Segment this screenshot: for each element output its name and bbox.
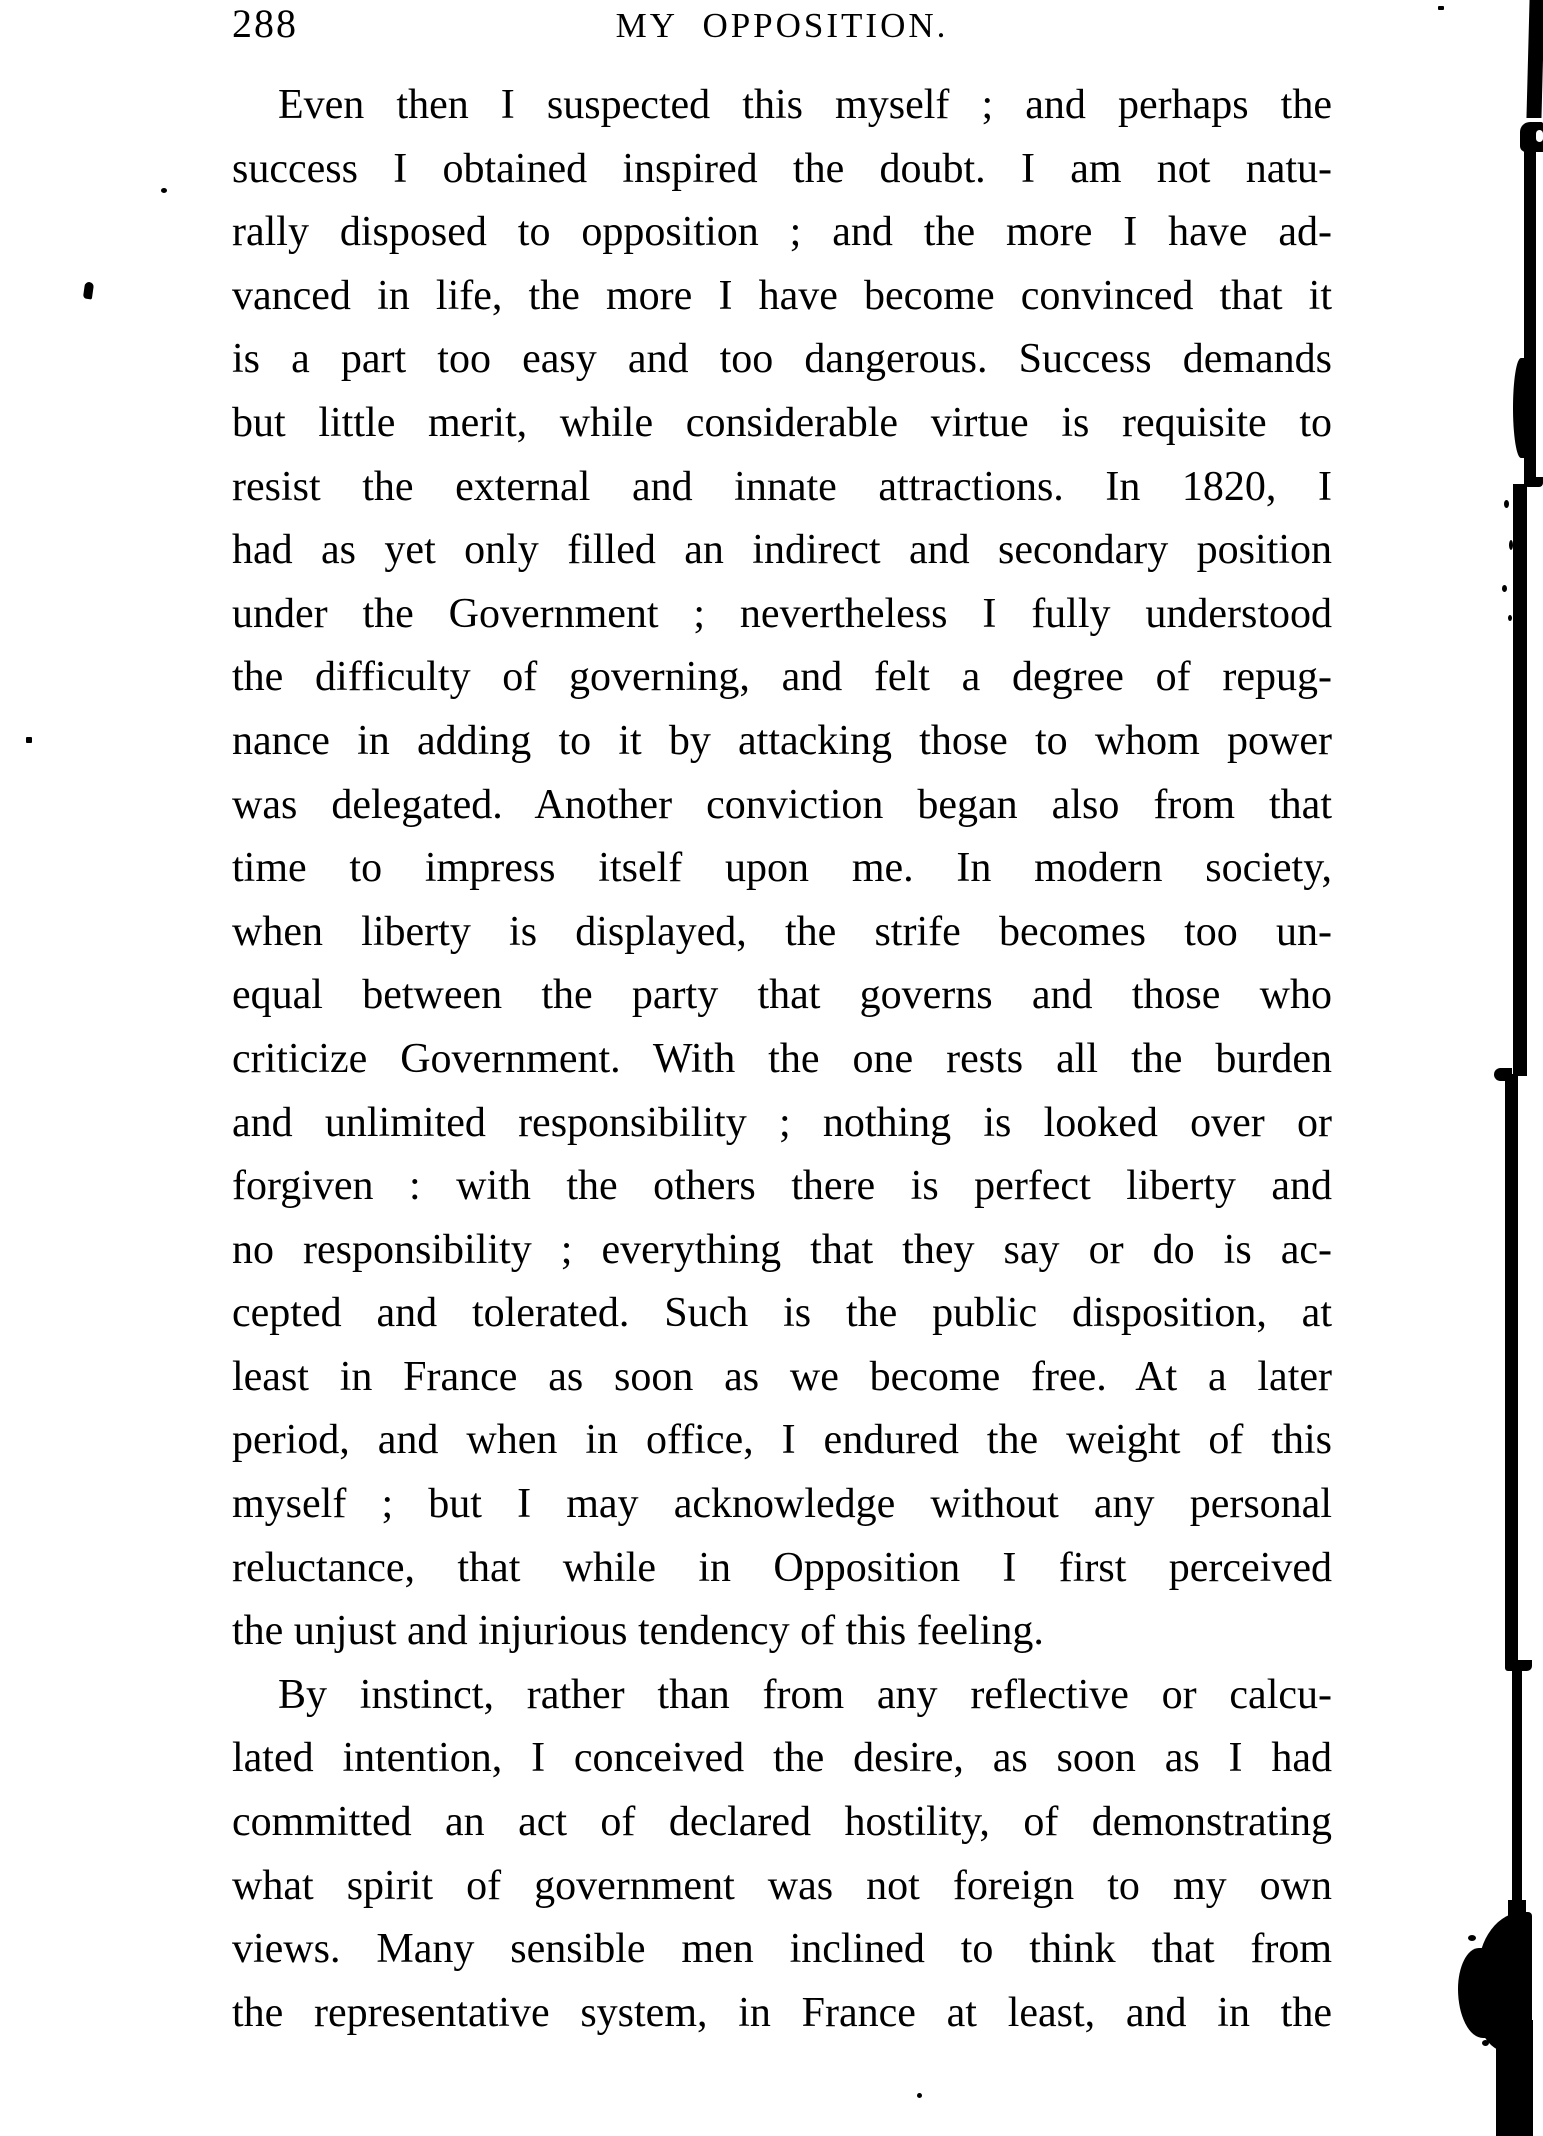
text-line: the unjust and injurious tendency of this feeling. <box>232 1608 1044 1655</box>
text-line: least in France as soon as we become free. At a later <box>232 1353 1332 1400</box>
binding-edge-artifact <box>1512 1668 1522 1918</box>
text-line: but little merit, while considerable virtue is requisite to <box>232 399 1332 446</box>
scan-speck <box>1468 1935 1476 1941</box>
text-line: views. Many sensible men inclined to think that from <box>232 1926 1332 1973</box>
text-line: resist the external and innate attractions. In 1820, I <box>232 463 1332 510</box>
binding-edge-artifact <box>1513 358 1529 458</box>
scan-speck <box>1460 1975 1467 1982</box>
text-line: and unlimited responsibility ; nothing is looked over or <box>232 1099 1332 1146</box>
binding-edge-artifact <box>1513 484 1527 1076</box>
text-line: lated intention, I conceived the desire, as soon as I had <box>232 1735 1332 1782</box>
scan-speck <box>161 188 167 193</box>
scan-speck <box>917 2093 922 2098</box>
running-title: MY OPPOSITION. <box>615 6 949 45</box>
text-line: Even then I suspected this myself ; and perhaps the <box>278 82 1332 128</box>
scan-speck <box>1504 500 1509 508</box>
text-line: time to impress itself upon me. In modern society, <box>232 845 1332 892</box>
text-line: By instinct, rather than from any reflective or calcu- <box>278 1671 1332 1718</box>
scan-speck <box>1470 2010 1479 2017</box>
ink-blob-artifact <box>1496 2020 1533 2136</box>
scan-speck <box>1438 6 1444 10</box>
text-line: forgiven : with the others there is perfect liberty and <box>232 1163 1332 1210</box>
text-line: equal between the party that governs and those who <box>232 972 1332 1019</box>
text-line: no responsibility ; everything that they say or do is ac- <box>232 1226 1332 1273</box>
text-line: what spirit of government was not foreign to my own <box>232 1862 1332 1909</box>
text-line: was delegated. Another conviction began also from that <box>232 781 1332 828</box>
text-line: success I obtained inspired the doubt. I am not natu- <box>232 145 1332 192</box>
text-line: reluctance, that while in Opposition I first perceived <box>232 1544 1332 1591</box>
text-line: period, and when in office, I endured the weight of this <box>232 1417 1332 1464</box>
text-line: criticize Government. With the one rests all the burden <box>232 1035 1332 1082</box>
text-line: myself ; but I may acknowledge without any personal <box>232 1481 1332 1528</box>
text-line: is a part too easy and too dangerous. Success demands <box>232 336 1332 383</box>
scan-speck <box>1508 615 1512 621</box>
binding-edge-artifact <box>1536 130 1543 142</box>
binding-edge-artifact <box>1505 1074 1518 1668</box>
scan-speck <box>83 281 94 299</box>
page-header <box>232 2 1332 48</box>
text-line: committed an act of declared hostility, of demonstrating <box>232 1799 1332 1846</box>
text-line: the difficulty of governing, and felt a degree of repug- <box>232 654 1332 701</box>
body-text <box>232 74 1332 2045</box>
text-line: the representative system, in France at least, and in the <box>232 1989 1332 2036</box>
scan-speck <box>1502 585 1507 592</box>
text-line: nance in adding to it by attacking those to whom power <box>232 717 1332 764</box>
text-line: had as yet only filled an indirect and secondary position <box>232 527 1332 574</box>
text-line: cepted and tolerated. Such is the public disposition, at <box>232 1290 1332 1337</box>
text-line: when liberty is displayed, the strife becomes too un- <box>232 908 1332 955</box>
page-number: 288 <box>232 1 298 46</box>
text-line: under the Government ; nevertheless I fully understood <box>232 590 1332 637</box>
text-line: vanced in life, the more I have become convinced that it <box>232 272 1332 319</box>
binding-edge-artifact <box>1526 0 1543 118</box>
ink-blob-artifact <box>1508 1900 1526 1940</box>
scan-speck <box>26 737 32 743</box>
scan-speck <box>1509 540 1513 550</box>
scan-speck <box>1482 2040 1489 2046</box>
text-line: rally disposed to opposition ; and the more I have ad- <box>232 209 1332 256</box>
